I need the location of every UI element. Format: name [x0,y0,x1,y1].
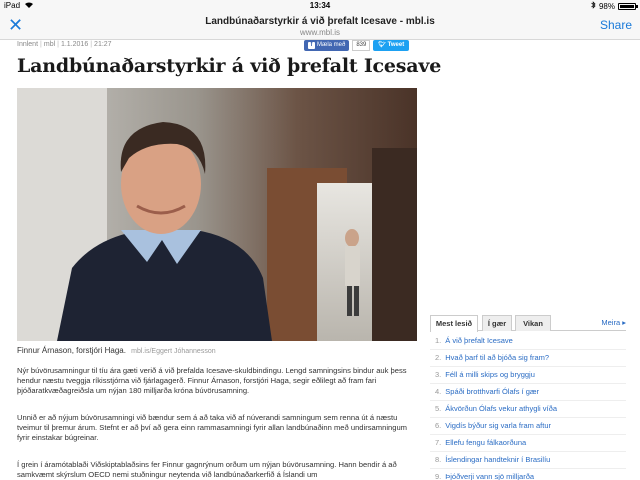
list-item-number: 3. [435,370,442,379]
list-item-number: 7. [435,438,442,447]
list-item[interactable] [430,452,626,469]
list-item-title[interactable]: Íslendingar handteknir í Brasilíu [445,455,551,464]
article-headline: Landbúnaðarstyrkir á við þrefalt Icesave [17,55,442,77]
photo-illustration [17,88,417,341]
tweet-button[interactable] [373,40,409,51]
list-item-title[interactable]: Ákvörðun Ólafs vekur athygli víða [445,404,557,413]
tab-yesterday[interactable]: Í gær [482,315,512,331]
list-item-number: 5. [435,404,442,413]
list-item-title[interactable]: Hvað þarf til að bjóða sig fram? [445,353,550,362]
bluetooth-icon [591,1,596,11]
list-item-title[interactable]: Þjóðverji vann sjö milljarða [445,472,535,480]
facebook-icon: f [308,42,315,49]
list-item-title[interactable]: Féll á milli skips og bryggju [445,370,535,379]
twitter-icon: 🐦︎ [378,42,386,48]
share-button[interactable]: Share [599,18,632,32]
list-item-number: 4. [435,387,442,396]
article-paragraph: Unnið er að nýjum búvörusamningi við bændur sem á að taka við af núverandi samningum sem renna út á næstu tveimur til þremur árum. Stefnt er að því að gera einn rammasamningi fyrir allan landbúnaðinn með undirsamningum fyrir einstakar búgreinar. [17,413,407,442]
facebook-like-count: 839 [352,40,370,51]
battery-icon [618,3,636,10]
more-link[interactable]: Meira ▸ [601,318,626,327]
battery-percent: 98% [598,1,615,11]
list-item[interactable] [430,401,626,418]
list-item-title[interactable]: Á við þrefalt Icesave [445,336,513,345]
facebook-like-button[interactable] [304,40,349,51]
list-item-number: 9. [435,472,442,480]
page-url[interactable]: www.mbl.is [299,28,340,37]
list-item-number: 8. [435,455,442,464]
list-item[interactable] [430,435,626,452]
photo-credit: mbl.is/Eggert Jóhannesson [131,348,216,355]
list-item[interactable] [430,333,626,350]
status-right [591,1,636,11]
browser-nav-bar [0,12,640,40]
status-bar [0,0,640,12]
article-paragraph: Nýr búvörusamningur til tíu ára gæti verið á við þrefalda Icesave-skuldbindingu. Lengd samningsins bindur auk þess hendur næstu tveggja ríkisstjórna við fjárlagagerð. Finnur Árnason, forstjóri Haga, segir eðlilegt að fram fari þjóðaratkvæðagreiðsla um nýjan 180 milljarða króna búvörusamning. [17,366,407,395]
article-photo [17,88,417,341]
photo-caption [17,346,216,355]
list-item-number: 6. [435,421,442,430]
most-read-list [430,333,626,480]
list-item[interactable] [430,418,626,435]
tab-most-read[interactable]: Mest lesið [430,315,478,332]
caption-text: Finnur Árnason, forstjóri Haga. [17,346,126,355]
list-item-number: 2. [435,353,442,362]
most-read-tabs [430,313,626,331]
clock: 13:34 [309,1,331,10]
list-item-title[interactable]: Spáði brotthvarfi Ólafs í gær [445,387,540,396]
tab-week[interactable]: Vikan [515,315,551,331]
time-label: 21:27 [94,41,112,48]
list-item[interactable] [430,367,626,384]
list-item-number: 1. [435,336,442,345]
list-item[interactable] [430,350,626,367]
section-link[interactable]: Innlent [17,41,39,48]
facebook-like-label: Mæla með [317,42,346,48]
tweet-label: Tweet [387,42,405,48]
article-paragraph: Í grein í áramótablaði Viðskiptablaðsins fer Finnur gagnrýnum orðum um nýjan búvörusamning. Hann bendir á að samkvæmt skýrslum OECD nemi stuðningur neytenda við landbúnaðarkerfið á Íslandi um [17,460,397,479]
date-label: 1.1.2016 [60,41,89,48]
social-buttons [304,40,409,51]
page-title: Landbúnaðarstyrkir á við þrefalt Icesave - mbl.is [205,16,435,27]
article-meta: Innlent | mbl | 1.1.2016 | 21:27 [17,41,112,48]
source-label: mbl [43,41,56,48]
list-item[interactable] [430,469,626,480]
carrier-label: iPad [4,1,21,10]
close-icon[interactable]: ✕ [8,15,24,35]
list-item-title[interactable]: Vigdís býður sig varla fram aftur [445,421,552,430]
list-item-title[interactable]: Ellefu fengu fálkaorðuna [445,438,527,447]
list-item[interactable] [430,384,626,401]
